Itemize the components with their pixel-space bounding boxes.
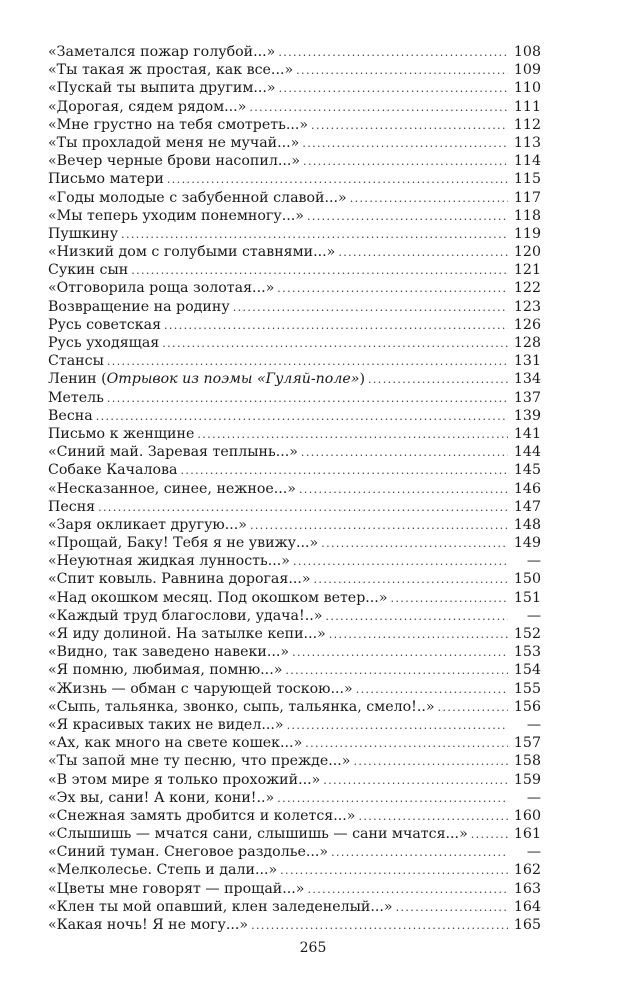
toc-entry bbox=[48, 843, 541, 861]
toc-entry-page: 144 bbox=[513, 444, 541, 461]
toc-entry-title bbox=[48, 189, 347, 207]
toc-entry bbox=[48, 516, 541, 534]
toc-entry-title-text: «Ты прохладой меня не мучай...» bbox=[48, 134, 300, 151]
toc-entry-title bbox=[48, 389, 104, 407]
toc-entry-page: 134 bbox=[513, 371, 541, 388]
toc-entry-title-text: «Ты такая ж простая, как все...» bbox=[48, 62, 294, 79]
toc-entry-page: 121 bbox=[513, 262, 541, 279]
toc-entry bbox=[48, 916, 541, 934]
toc-entry-title-text: «Отговорила роща золотая...» bbox=[48, 280, 275, 297]
dot-leader bbox=[391, 590, 509, 608]
dot-leader bbox=[197, 426, 508, 444]
toc-entry-page: 123 bbox=[513, 298, 541, 315]
dot-leader bbox=[285, 662, 508, 680]
toc-entry-page: 115 bbox=[513, 171, 541, 188]
toc-entry-title bbox=[48, 316, 161, 334]
toc-entry bbox=[48, 625, 541, 643]
toc-entry bbox=[48, 825, 541, 843]
dot-leader bbox=[358, 808, 508, 826]
toc-entry-page: 110 bbox=[513, 80, 541, 97]
dot-leader bbox=[164, 317, 508, 335]
toc-entry-title bbox=[48, 425, 194, 443]
toc-entry-title-text: «Цветы мне говорят — прощай...» bbox=[48, 880, 305, 897]
dot-leader bbox=[162, 335, 508, 353]
toc-entry bbox=[48, 589, 541, 607]
toc-entry bbox=[48, 352, 541, 370]
dot-leader bbox=[279, 80, 508, 98]
dot-leader bbox=[356, 681, 508, 699]
toc-entry-title-text: «Я иду долиной. На затылке кепи...» bbox=[48, 626, 326, 642]
toc-entry bbox=[48, 771, 541, 789]
toc-entry-title bbox=[48, 516, 247, 534]
dot-leader bbox=[368, 371, 508, 389]
toc-entry bbox=[48, 698, 541, 716]
toc-entry-page: 120 bbox=[513, 244, 541, 261]
toc-entry-page: 117 bbox=[513, 189, 541, 206]
toc-entry-title-text: «Я помню, любимая, помню...» bbox=[48, 662, 283, 679]
toc-entry bbox=[48, 898, 541, 916]
dot-leader bbox=[98, 499, 508, 517]
toc-entry-title-text: «Над окошком месяц. Под окошком ветер...» bbox=[48, 589, 388, 606]
toc-entry bbox=[48, 680, 541, 698]
dot-leader bbox=[311, 117, 508, 135]
toc-entry-title-text: Письмо матери bbox=[48, 171, 164, 188]
toc-entry bbox=[48, 534, 541, 552]
toc-entry-title-text: «Неуютная жидкая лунность...» bbox=[48, 553, 290, 570]
toc-entry-title-text: «Эх вы, сани! А кони, кони!..» bbox=[48, 789, 275, 806]
toc-entry-title bbox=[48, 261, 128, 279]
toc-entry-page: 159 bbox=[513, 771, 541, 788]
dot-leader bbox=[301, 444, 508, 462]
toc-entry-page: 148 bbox=[513, 516, 541, 533]
toc-entry-title-text: Возвращение на родину bbox=[48, 298, 230, 315]
toc-entry-title bbox=[48, 370, 365, 388]
toc-entry-title-text: «В этом мире я только прохожий...» bbox=[48, 771, 321, 788]
toc-entry-subtitle: Отрывок из поэмы «Гуляй-поле» bbox=[106, 371, 360, 388]
toc-entry-title bbox=[48, 534, 318, 552]
toc-entry-page: 145 bbox=[513, 462, 541, 479]
toc-entry bbox=[48, 407, 541, 425]
toc-entry-title-text: «Несказанное, синее, нежное...» bbox=[48, 480, 296, 497]
dot-leader bbox=[277, 280, 508, 298]
dot-leader bbox=[303, 153, 508, 171]
toc-entry-title bbox=[48, 607, 322, 625]
dot-leader bbox=[323, 772, 508, 790]
toc-entry-title-text: «Жизнь — обман с чарующей тоскою...» bbox=[48, 680, 353, 697]
toc-entry bbox=[48, 261, 541, 279]
dot-leader bbox=[233, 299, 508, 317]
dot-leader bbox=[299, 481, 508, 499]
toc-entry bbox=[48, 334, 541, 352]
toc-entry-title bbox=[48, 461, 177, 479]
dot-leader bbox=[280, 862, 508, 880]
dot-leader bbox=[307, 881, 508, 899]
toc-entry-title-text: «Низкий дом с голубыми ставнями...» bbox=[48, 244, 336, 261]
toc-entry-page: 160 bbox=[513, 807, 541, 824]
dot-leader bbox=[314, 571, 508, 589]
toc-entry-page: 128 bbox=[513, 335, 541, 351]
toc-entry-title bbox=[48, 825, 468, 843]
toc-entry bbox=[48, 661, 541, 679]
toc-entry-title-text: «Мы теперь уходим понемногу...» bbox=[48, 207, 304, 224]
toc-entry bbox=[48, 43, 541, 61]
toc-entry-page: 158 bbox=[513, 753, 541, 770]
dot-leader bbox=[350, 190, 508, 208]
toc-entry-page: 147 bbox=[513, 498, 541, 515]
toc-entry-page: — bbox=[526, 716, 541, 733]
toc-entry bbox=[48, 807, 541, 825]
toc-entry-title bbox=[48, 134, 299, 152]
dot-leader bbox=[296, 62, 508, 80]
toc-entry bbox=[48, 134, 541, 152]
toc-entry-title-text: Песня bbox=[48, 498, 96, 515]
toc-entry bbox=[48, 607, 541, 625]
toc-entry-title-text: «Снежная замять дробится и колется...» bbox=[48, 807, 356, 824]
toc-entry-page: 161 bbox=[513, 826, 541, 843]
toc-entry-page: 156 bbox=[513, 698, 541, 715]
toc-entry bbox=[48, 480, 541, 498]
toc-entry-title-text: Русь уходящая bbox=[48, 335, 160, 351]
toc-entry-title bbox=[48, 625, 326, 643]
toc-entry-page: 112 bbox=[513, 116, 541, 133]
toc-entry-page: 165 bbox=[513, 917, 541, 933]
toc-entry-title bbox=[48, 752, 350, 770]
toc-entry bbox=[48, 61, 541, 79]
toc-entry-title-text: «Годы молодые с забубенной славой...» bbox=[48, 189, 347, 206]
toc-entry bbox=[48, 425, 541, 443]
toc-entry-title-text: «Синий туман. Снеговое раздолье...» bbox=[48, 844, 329, 861]
toc-entry-title-text: «Мелколесье. Степь и дали...» bbox=[48, 862, 278, 879]
toc-entry-page: 111 bbox=[513, 98, 541, 115]
toc-entry bbox=[48, 880, 541, 898]
toc-entry-title-text: «Заря окликает другую...» bbox=[48, 516, 247, 533]
toc-entry bbox=[48, 98, 541, 116]
toc-entry-title bbox=[48, 352, 104, 370]
toc-entry-page: 141 bbox=[513, 425, 541, 442]
toc-entry-page: 114 bbox=[513, 153, 541, 170]
toc-entry-page: — bbox=[526, 553, 541, 570]
toc-entry bbox=[48, 79, 541, 97]
toc-entry-page: 152 bbox=[513, 626, 541, 642]
dot-leader bbox=[305, 735, 508, 753]
dot-leader bbox=[249, 99, 508, 117]
toc-entry-title bbox=[48, 734, 302, 752]
toc-entry bbox=[48, 279, 541, 297]
toc-entry-title bbox=[48, 61, 293, 79]
toc-entry-title-text: «Клен ты мой опавший, клен заледенелый...» bbox=[48, 898, 393, 915]
toc-entry-page: 119 bbox=[513, 225, 541, 242]
toc-entry bbox=[48, 170, 541, 188]
toc-entry-title-text: Стансы bbox=[48, 353, 104, 370]
dot-leader bbox=[250, 517, 508, 535]
toc-entry-title bbox=[48, 843, 328, 861]
toc-entry bbox=[48, 461, 541, 479]
toc-entry-title bbox=[48, 916, 248, 934]
toc-entry bbox=[48, 370, 541, 388]
toc-entry bbox=[48, 861, 541, 879]
toc-entry bbox=[48, 298, 541, 316]
toc-entry-page: 131 bbox=[513, 353, 541, 370]
dot-leader bbox=[287, 717, 508, 735]
toc-entry-title bbox=[48, 861, 277, 879]
toc-entry-title-text: «Дорогая, сядем рядом...» bbox=[48, 98, 247, 115]
toc-entry bbox=[48, 116, 541, 134]
toc-entry bbox=[48, 443, 541, 461]
toc-entry-title-text: Сукин сын bbox=[48, 262, 129, 279]
toc-entry-page: 126 bbox=[513, 316, 541, 333]
toc-entry-page: 151 bbox=[513, 589, 541, 606]
toc-entry-title-text: «Я красивых таких не видел...» bbox=[48, 716, 284, 733]
toc-entry-page: 139 bbox=[513, 407, 541, 424]
toc-entry-title bbox=[48, 225, 118, 243]
toc-entry-title-text: Метель bbox=[48, 389, 104, 406]
page-number: 265 bbox=[299, 940, 327, 956]
toc-entry-page: 157 bbox=[513, 735, 541, 752]
toc-entry-title bbox=[48, 771, 320, 789]
toc-entry-page: 154 bbox=[513, 662, 541, 679]
dot-leader bbox=[353, 753, 508, 771]
toc-entry-title-text: Русь советская bbox=[48, 316, 162, 333]
dot-leader bbox=[278, 44, 508, 62]
toc-entry-title bbox=[48, 443, 298, 461]
toc-entry-title bbox=[48, 152, 300, 170]
toc-entry-page: 162 bbox=[513, 862, 541, 879]
dot-leader bbox=[180, 462, 508, 480]
toc-entry-page: 113 bbox=[513, 134, 541, 151]
dot-leader bbox=[321, 535, 508, 553]
toc-entry-title bbox=[48, 498, 95, 516]
toc-entry bbox=[48, 734, 541, 752]
dot-leader bbox=[107, 353, 508, 371]
toc-entry-title-text: Ленин ( bbox=[48, 371, 107, 388]
toc-entry-page: — bbox=[526, 607, 541, 624]
toc-entry-title bbox=[48, 116, 308, 134]
toc-entry-title bbox=[48, 170, 164, 188]
toc-entry bbox=[48, 643, 541, 661]
dot-leader bbox=[325, 608, 508, 626]
toc-entry-title bbox=[48, 243, 335, 261]
toc-entry-title-text: «Ты запой мне ту песню, что прежде...» bbox=[48, 753, 351, 770]
toc-entry-title bbox=[48, 789, 274, 807]
toc-entry-title bbox=[48, 807, 355, 825]
toc-entry bbox=[48, 207, 541, 225]
toc-entry-title bbox=[48, 680, 353, 698]
toc-entry bbox=[48, 316, 541, 334]
toc-entry-title bbox=[48, 661, 282, 679]
toc-entry bbox=[48, 752, 541, 770]
toc-entry-title bbox=[48, 334, 159, 352]
toc-entry-title-text: Пушкину bbox=[48, 225, 119, 242]
toc-entry bbox=[48, 570, 541, 588]
toc-entry-page: 155 bbox=[513, 680, 541, 697]
toc-entry-title bbox=[48, 698, 435, 716]
table-of-contents bbox=[48, 43, 541, 934]
toc-entry-title-text: «Синий май. Заревая теплынь...» bbox=[48, 444, 298, 461]
dot-leader bbox=[438, 699, 508, 717]
toc-entry-page: 150 bbox=[513, 571, 541, 588]
toc-entry-page: 118 bbox=[513, 207, 541, 224]
toc-entry-title bbox=[48, 880, 304, 898]
toc-entry-title bbox=[48, 43, 275, 61]
dot-leader bbox=[96, 408, 508, 426]
toc-entry-title-text: «Заметался пожар голубой...» bbox=[48, 44, 276, 60]
toc-entry-title-text: Весна bbox=[48, 407, 93, 424]
dot-leader bbox=[338, 244, 508, 262]
toc-entry-title-text: «Каждый труд благослови, удача!..» bbox=[48, 607, 323, 624]
toc-entry-title-text: «Какая ночь! Я не могу...» bbox=[48, 917, 249, 933]
toc-entry-title-text: «Прощай, Баку! Тебя я не увижу...» bbox=[48, 535, 319, 552]
dot-leader bbox=[329, 626, 508, 644]
toc-entry-title bbox=[48, 98, 246, 116]
toc-entry-page: — bbox=[526, 844, 541, 861]
dot-leader bbox=[307, 208, 508, 226]
toc-entry-page: — bbox=[526, 789, 541, 806]
toc-entry-title-text: Письмо к женщине bbox=[48, 425, 195, 442]
toc-entry-title-text: «Спит ковыль. Равнина дорогая...» bbox=[48, 571, 311, 588]
toc-entry-title bbox=[48, 552, 290, 570]
toc-entry-page: 164 bbox=[513, 898, 541, 915]
toc-entry bbox=[48, 552, 541, 570]
dot-leader bbox=[107, 390, 508, 408]
toc-entry-title-end: ) bbox=[359, 371, 365, 388]
toc-entry-page: 109 bbox=[513, 62, 541, 79]
dot-leader bbox=[293, 553, 508, 571]
toc-entry bbox=[48, 389, 541, 407]
toc-entry-page: 137 bbox=[513, 389, 541, 406]
toc-entry-title bbox=[48, 898, 393, 916]
toc-entry-title-text: «Ах, как много на свете кошек...» bbox=[48, 735, 303, 752]
toc-entry-title-text: «Сыпь, тальянка, звонко, сыпь, тальянка, смело!..» bbox=[48, 698, 435, 715]
toc-entry-title bbox=[48, 407, 93, 425]
dot-leader bbox=[121, 226, 508, 244]
toc-entry-title-text: «Слышишь — мчатся сани, слышишь — сани мчатся...» bbox=[48, 826, 468, 843]
toc-entry-title bbox=[48, 643, 289, 661]
dot-leader bbox=[167, 171, 508, 189]
toc-entry-page: 153 bbox=[513, 644, 541, 661]
toc-entry bbox=[48, 498, 541, 516]
toc-entry bbox=[48, 243, 541, 261]
toc-entry-page: 146 bbox=[513, 480, 541, 497]
toc-entry-title-text: «Пускай ты выпита другим...» bbox=[48, 80, 276, 97]
toc-entry bbox=[48, 789, 541, 807]
toc-entry-title-text: «Вечер черные брови насопил...» bbox=[48, 153, 301, 170]
toc-entry-title bbox=[48, 589, 388, 607]
dot-leader bbox=[331, 844, 508, 862]
toc-entry bbox=[48, 152, 541, 170]
dot-leader bbox=[302, 135, 508, 153]
dot-leader bbox=[131, 262, 508, 280]
toc-entry-title bbox=[48, 207, 304, 225]
toc-entry-title bbox=[48, 480, 296, 498]
toc-entry-title bbox=[48, 716, 284, 734]
toc-entry-page: 122 bbox=[513, 280, 541, 297]
toc-entry-title-text: Собаке Качалова bbox=[48, 462, 178, 479]
toc-entry bbox=[48, 189, 541, 207]
dot-leader bbox=[277, 790, 508, 808]
toc-entry bbox=[48, 716, 541, 734]
toc-entry-title-text: «Мне грустно на тебя смотреть...» bbox=[48, 116, 309, 133]
toc-entry-title bbox=[48, 570, 311, 588]
dot-leader bbox=[251, 917, 508, 935]
toc-entry bbox=[48, 225, 541, 243]
dot-leader bbox=[396, 899, 508, 917]
toc-entry-title-text: «Видно, так заведено навеки...» bbox=[48, 644, 290, 661]
toc-entry-title bbox=[48, 279, 274, 297]
toc-entry-title bbox=[48, 298, 230, 316]
dot-leader bbox=[471, 826, 508, 844]
toc-entry-page: 108 bbox=[513, 44, 541, 60]
toc-entry-page: 149 bbox=[513, 535, 541, 552]
toc-entry-page: 163 bbox=[513, 880, 541, 897]
dot-leader bbox=[292, 644, 508, 662]
toc-entry-title bbox=[48, 79, 276, 97]
